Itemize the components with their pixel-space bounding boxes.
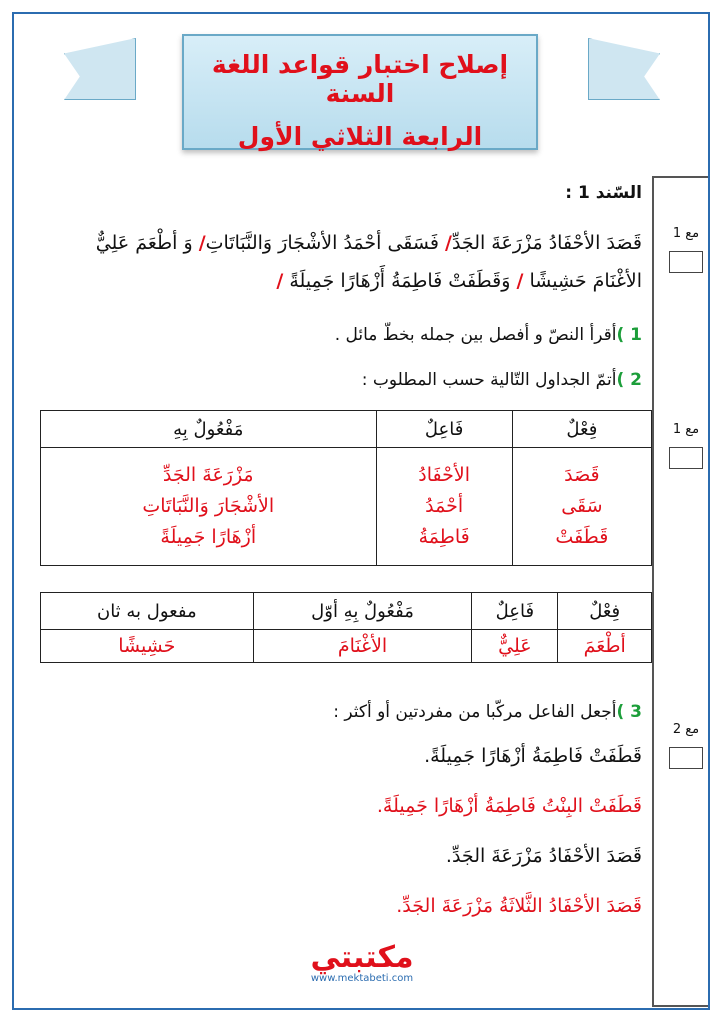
table2-header-subject: فَاعِلٌ bbox=[472, 593, 558, 630]
question-2 bbox=[362, 370, 642, 390]
table1-object: مَزْرَعَةَ الجَدِّ bbox=[162, 464, 254, 486]
table2-object2: حَشِيشًا bbox=[41, 630, 254, 663]
sentence-3-end: الأغْنَامَ حَشِيشًا bbox=[529, 270, 642, 292]
question-2-number: 2 ) bbox=[616, 370, 642, 390]
question-1 bbox=[335, 325, 642, 345]
table1-subject: الأحْفَادُ bbox=[418, 464, 471, 486]
score-column bbox=[652, 176, 708, 1007]
score-input-2[interactable] bbox=[669, 447, 703, 469]
table1-object: الأشْجَارَ وَالنَّبَاتَاتِ bbox=[142, 495, 275, 517]
sentence-1: قَصَدَ الأحْفَادُ مَزْرَعَةَ الجَدِّ bbox=[451, 232, 642, 254]
question-3 bbox=[333, 702, 642, 722]
table2-header-object1: مَفْعُولٌ بِهِ أوّل bbox=[253, 593, 472, 630]
score-box-1 bbox=[664, 226, 708, 273]
logo-url: www.mektabeti.com bbox=[310, 973, 414, 984]
table1-verb: قَصَدَ bbox=[564, 464, 600, 486]
sanad-text bbox=[42, 224, 642, 300]
table1-header-verb: فِعْلٌ bbox=[512, 411, 651, 448]
sentence-3-start: وَ أطْعَمَ عَلِيٌّ bbox=[95, 232, 193, 254]
separator-3: / bbox=[516, 270, 524, 292]
separator-2: / bbox=[198, 232, 206, 254]
score-input-1[interactable] bbox=[669, 251, 703, 273]
table1-object: أزْهَارًا جَمِيلَةً bbox=[160, 526, 257, 548]
title-line-1: إصلاح اختبار قواعد اللغة السنة bbox=[211, 50, 509, 108]
title-banner bbox=[182, 34, 538, 150]
sentence-2: فَسَقَى أحْمَدُ الأشْجَارَ وَالنَّبَاتَاتِ bbox=[205, 232, 439, 254]
score-label-2: مع 1 bbox=[672, 422, 700, 437]
given-sentence-1: قَطَفَتْ فَاطِمَةُ أزْهَارًا جَمِيلَةً. bbox=[424, 745, 642, 767]
table2-verb: أطْعَمَ bbox=[558, 630, 652, 663]
answer-sentence-1: قَطَفَتْ البِنْتُ فَاطِمَةُ أزْهَارًا جَمِيلَةً. bbox=[376, 795, 642, 817]
table1-verb: سَقَى bbox=[561, 495, 603, 517]
table1-subject: أحْمَدُ bbox=[425, 495, 464, 517]
score-box-2 bbox=[664, 422, 708, 469]
table2-subject: عَلِيٌّ bbox=[472, 630, 558, 663]
table1-header-object: مَفْعُولٌ بِهِ bbox=[41, 411, 377, 448]
sanad-label: السّند 1 : bbox=[565, 183, 642, 203]
score-label-1: مع 1 bbox=[672, 226, 700, 241]
table1-objects-cell bbox=[41, 448, 377, 566]
table1-subject: فَاطِمَةُ bbox=[418, 526, 470, 548]
score-box-3 bbox=[664, 722, 708, 769]
table1-verbs-cell bbox=[512, 448, 651, 566]
score-input-3[interactable] bbox=[669, 747, 703, 769]
table1-subjects-cell bbox=[376, 448, 512, 566]
table2-header-verb: فِعْلٌ bbox=[558, 593, 652, 630]
question-3-text: أجعل الفاعل مركّبا من مفردتين أو أكثر : bbox=[333, 702, 617, 722]
table1-header-subject: فَاعِلٌ bbox=[376, 411, 512, 448]
given-sentence-2: قَصَدَ الأحْفَادُ مَزْرَعَةَ الجَدِّ. bbox=[445, 845, 642, 867]
separator-1: / bbox=[445, 232, 452, 254]
table1-verb: قَطَفَتْ bbox=[555, 526, 609, 548]
table2-header-object2: مفعول به ثان bbox=[41, 593, 254, 630]
question-1-number: 1 ) bbox=[616, 325, 642, 345]
table-1 bbox=[40, 410, 652, 566]
table2-object1: الأغْنَامَ bbox=[253, 630, 472, 663]
question-2-text: أتمّ الجداول التّالية حسب المطلوب : bbox=[361, 370, 617, 390]
answer-sentence-2: قَصَدَ الأحْفَادُ الثَّلاثَةُ مَزْرَعَةَ الجَدِّ. bbox=[396, 895, 642, 917]
score-label-3: مع 2 bbox=[672, 722, 700, 737]
question-3-number: 3 ) bbox=[616, 702, 642, 722]
separator-4: / bbox=[276, 270, 284, 292]
sentence-4: وَقَطَفَتْ فَاطِمَةُ أَزْهَارًا جَمِيلَةً bbox=[289, 270, 511, 292]
footer-logo bbox=[262, 940, 462, 996]
title-line-2: الرابعة الثلاثي الأول bbox=[237, 122, 483, 151]
logo-text: مكتبتي bbox=[310, 940, 414, 975]
table-2 bbox=[40, 592, 652, 663]
question-1-text: أقرأ النصّ و أفصل بين جمله بخطّ مائل . bbox=[334, 325, 617, 345]
